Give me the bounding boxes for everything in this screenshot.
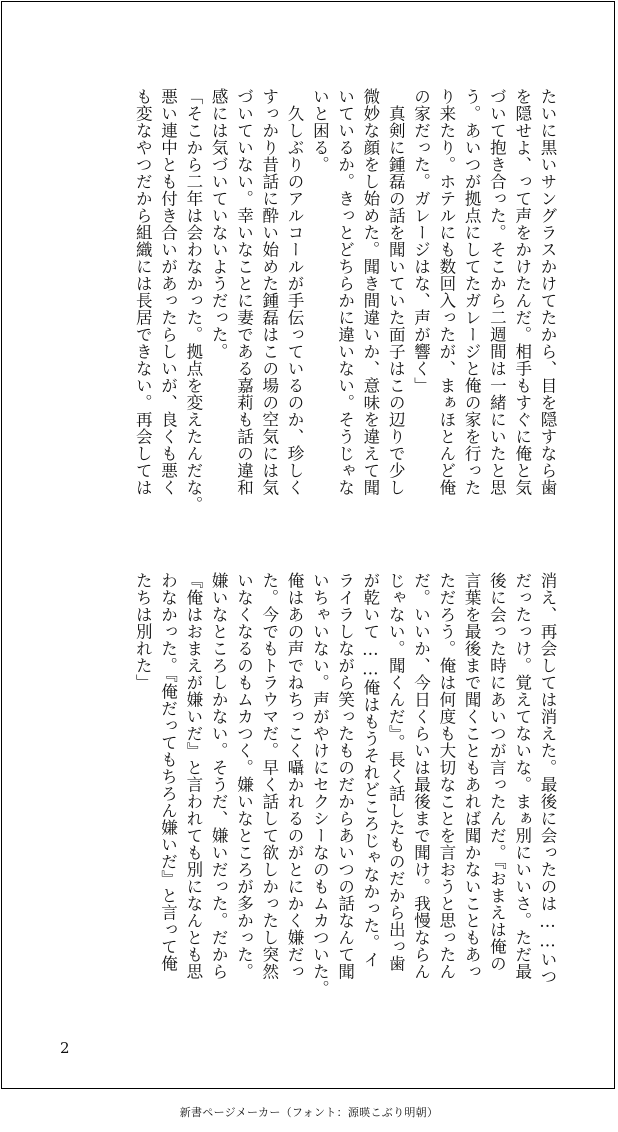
text-line: わなかった。『俺だってもちろん嫌いだ』と言って俺 [158,572,178,972]
text-line: だったっけ。覚えてないな。まぁ別にいいさ。ただ最 [512,572,532,980]
text-line: ただろう。俺は何度も大切なことを言おうと思ったん [436,572,456,980]
text-line: じゃない。聞くんだ』。長く話したものだから出っ歯 [386,572,406,972]
text-line: 悪い連中とも付き合いがあったらしいが、良くも悪く [158,88,178,496]
text-line: 「そこから二年は会わなかった。拠点を変えたんだな。 [183,88,203,513]
text-line: が乾いて……俺はもうそれどころじゃなかった。イ [360,572,380,968]
text-line: 微妙な顔をし始めた。聞き間違いか、意味を違えて聞 [360,88,380,496]
text-line: も変なやつだから組織には長居できない。再会しては [133,88,153,496]
text-line: り来たり。ホテルにも数回入ったが、まぁほとんど俺 [436,88,456,496]
text-line: たいに黒いサングラスかけてたから、目を隠すなら歯 [538,88,557,496]
book-page [1,1,615,1089]
text-line: すっかり昔話に酔い始めた鍾磊はこの場の空気には気 [259,88,279,496]
text-line: う。あいつが拠点にしてたガレージと俺の家を行った [462,88,482,496]
text-line: の家だった。ガレージはな、声が響く」 [411,88,431,394]
text-line: 言葉を最後まで聞くこともあれば聞かないこともあっ [462,572,482,980]
text-line: 俺はあの声でねちっこく囁かれるのがとにかく嫌だっ [285,572,305,980]
text-line: いているか。きっとどちらかに違いない。そうじゃな [335,88,355,496]
text-line: いなくなるのもムカつく。嫌いなところが多かった。 [234,572,254,980]
text-line: ライラしながら笑ったものだからあいつの話なんて聞 [335,572,355,980]
text-line: たちは別れた」 [133,572,153,691]
text-line: いちゃいない。声がやけにセクシーなのもムカついた。 [310,572,330,997]
text-line: 消え、再会しては消えた。最後に会ったのは……いつ [538,572,557,985]
text-line: だ。いいか、今日くらいは最後まで聞け。我慢ならん [411,572,431,980]
text-line: た。今でもトラウマだ。早く話して欲しかったし突然 [259,572,279,980]
upper-text-block [60,88,560,538]
text-line: 真剣に鍾磊の話を聞いていた面子はこの辺りで少し [386,88,406,496]
text-line: づいて抱き合った。そこから二週間は一緒にいたと思 [487,88,507,496]
text-line: 嫌いなところしかない。そうだ、嫌いだった。だから [209,572,229,980]
text-line: 『俺はおまえが嫌いだ』と言われても別になんとも思 [183,572,203,980]
text-line: づいていない。幸いなことに妻である嘉莉も話の違和 [234,88,254,496]
lower-text-block [60,572,560,1012]
text-line: 感には気づいていないようだった。 [209,88,229,360]
text-line: を隠せよ、って声をかけたんだ。相手もすぐに俺と気 [512,88,532,496]
text-line: 後に会った時にあいつが言ったんだ。『おまえは俺の [487,572,507,972]
text-line: いと困る。 [310,88,330,173]
page-number: 2 [60,1039,70,1057]
footer-credit: 新書ページメーカー（フォント：源暎こぶり明朝） [179,1106,439,1119]
text-line: 久しぶりのアルコールが手伝っているのか、珍しく [285,88,305,496]
